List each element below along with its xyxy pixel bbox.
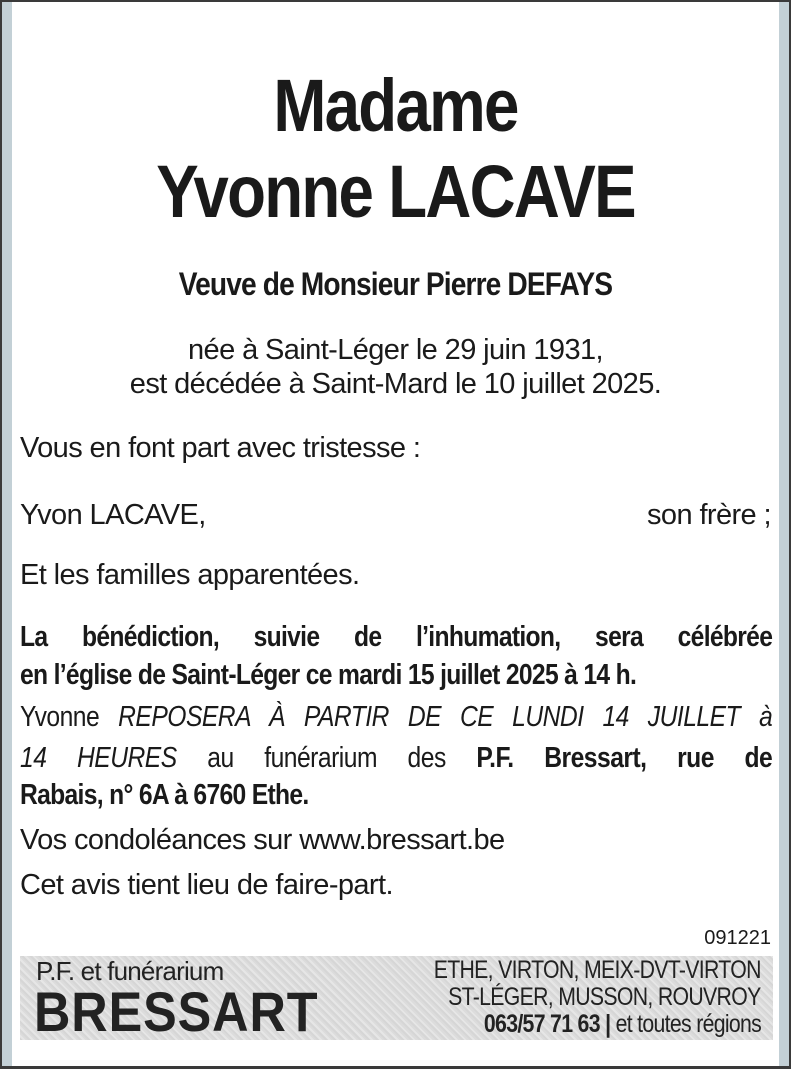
rest-line1 xyxy=(20,701,772,733)
banner-contact xyxy=(484,1011,761,1038)
title-name: Yvonne LACAVE xyxy=(156,150,635,233)
subtitle: Veuve de Monsieur Pierre DEFAYS xyxy=(178,266,613,302)
ceremony-line1: La bénédiction, suivie de l’inhumation, sera célébrée xyxy=(20,621,773,653)
banner-places1: ETHE, VIRTON, MEIX-DVT-VIRTON xyxy=(433,956,761,984)
rest-italic2: 14 HEURES xyxy=(20,742,177,774)
left-margin-strip xyxy=(2,2,12,1066)
rest-a: à xyxy=(759,701,773,733)
banner-phone: 063/57 71 63 xyxy=(483,1010,600,1038)
right-margin-strip xyxy=(779,2,789,1066)
ceremony-line2: en l’église de Saint-Léger ce mardi 15 juillet 2025 à 14 h. xyxy=(20,659,637,691)
banner-regions: et toutes régions xyxy=(615,1010,761,1038)
title-madame: Madame xyxy=(273,64,518,147)
banner-brand-logo: BRESSART xyxy=(34,980,319,1040)
condolences-text: Vos condoléances sur www.bressart.be xyxy=(20,824,505,856)
banner-places2: ST-LÉGER, MUSSON, ROUVROY xyxy=(448,983,761,1011)
rest-name: Yvonne xyxy=(20,701,100,733)
rest-bold1: P.F. Bressart, rue de xyxy=(476,742,773,774)
reference-number: 091221 xyxy=(704,927,771,949)
family-relation: son frère ; xyxy=(647,499,771,531)
families-text: Et les familles apparentées. xyxy=(20,559,360,591)
banner-tagline: P.F. et funérarium xyxy=(36,956,224,986)
funeral-home-banner xyxy=(20,956,773,1040)
birth-line: née à Saint-Léger le 29 juin 1931, xyxy=(188,334,603,366)
rest-italic1: REPOSERA À PARTIR DE CE LUNDI 14 JUILLET xyxy=(118,701,741,733)
banner-separator: | xyxy=(604,1010,611,1038)
rest-mid: au funérarium des xyxy=(207,742,446,774)
death-line: est décédée à Saint-Mard le 10 juillet 2025. xyxy=(129,368,662,400)
family-name: Yvon LACAVE, xyxy=(20,499,206,531)
rest-line2 xyxy=(20,742,772,774)
intro-text: Vous en font part avec tristesse : xyxy=(20,432,421,464)
rest-address: Rabais, n° 6A à 6760 Ethe. xyxy=(20,779,309,811)
notice-text: Cet avis tient lieu de faire-part. xyxy=(20,869,393,901)
